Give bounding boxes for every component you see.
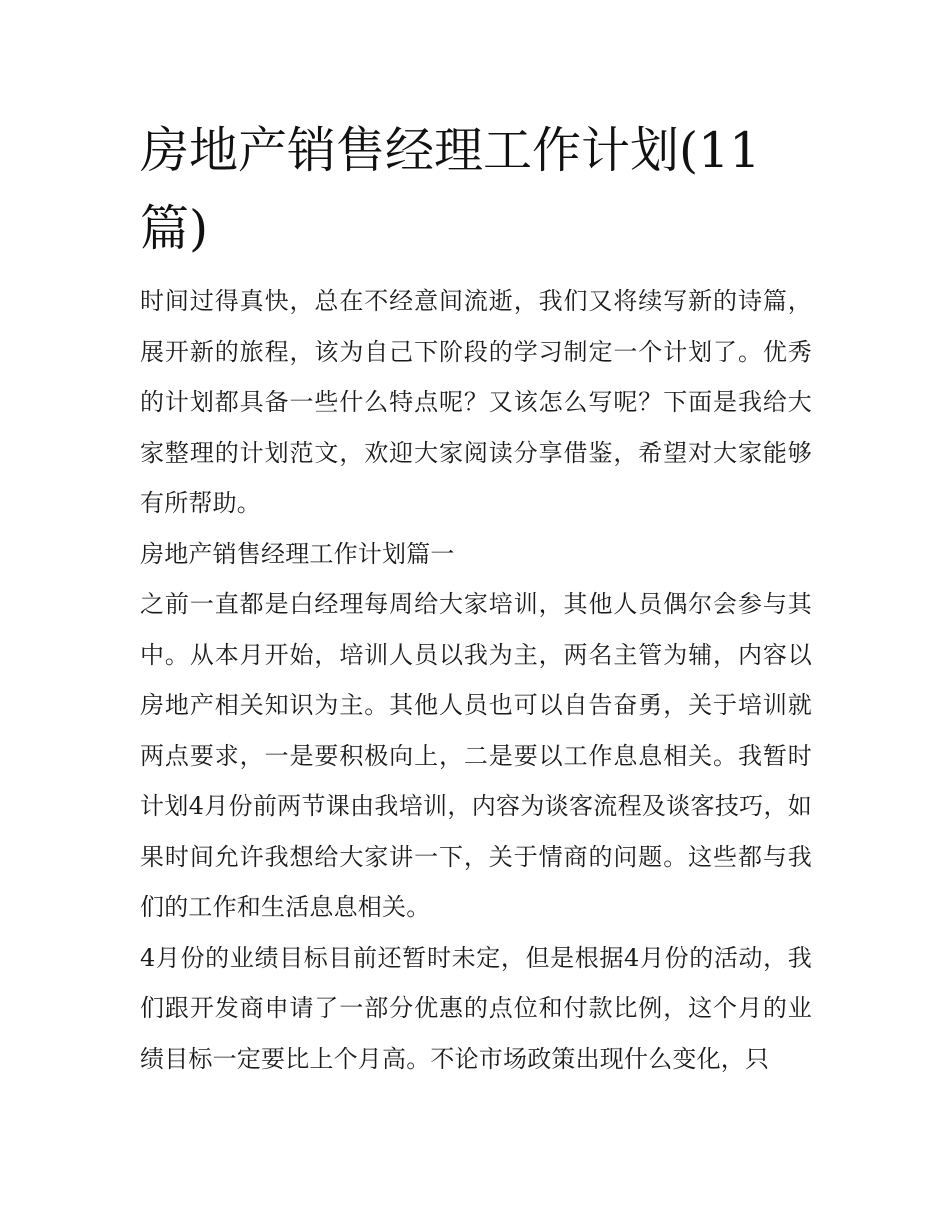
body-paragraph: 之前一直都是白经理每周给大家培训，其他人员偶尔会参与其中。从本月开始，培训人员以我为主，两名主管为辅，内容以房地产相关知识为主。其他人员也可以自告奋勇，关于培训就两点要求，一是要积极向上，二是要以工作息息相关。我暂时计划4月份前两节课由我培训，内容为谈客流程及谈客技巧，如果时间允许我想给大家讲一下，关于情商的问题。这些都与我们的工作和生活息息相关。	[140, 590, 812, 921]
document-title: 房地产销售经理工作计划(11篇)	[140, 122, 761, 257]
intro-paragraph: 时间过得真快，总在不经意间流逝，我们又将续写新的诗篇，展开新的旅程，该为自己下阶段的学习制定一个计划了。优秀的计划都具备一些什么特点呢？又该怎么写呢？下面是我给大家整理的计划范文，欢迎大家阅读分享借鉴，希望对大家能够有所帮助。	[140, 287, 812, 517]
body-paragraph: 4月份的业绩目标目前还暂时未定，但是根据4月份的活动，我们跟开发商申请了一部分优惠的点位和付款比例，这个月的业绩目标一定要比上个月高。不论市场政策出现什么变化，只	[140, 943, 812, 1073]
section-heading: 房地产销售经理工作计划篇一	[140, 539, 455, 568]
document-body	[140, 276, 812, 1084]
